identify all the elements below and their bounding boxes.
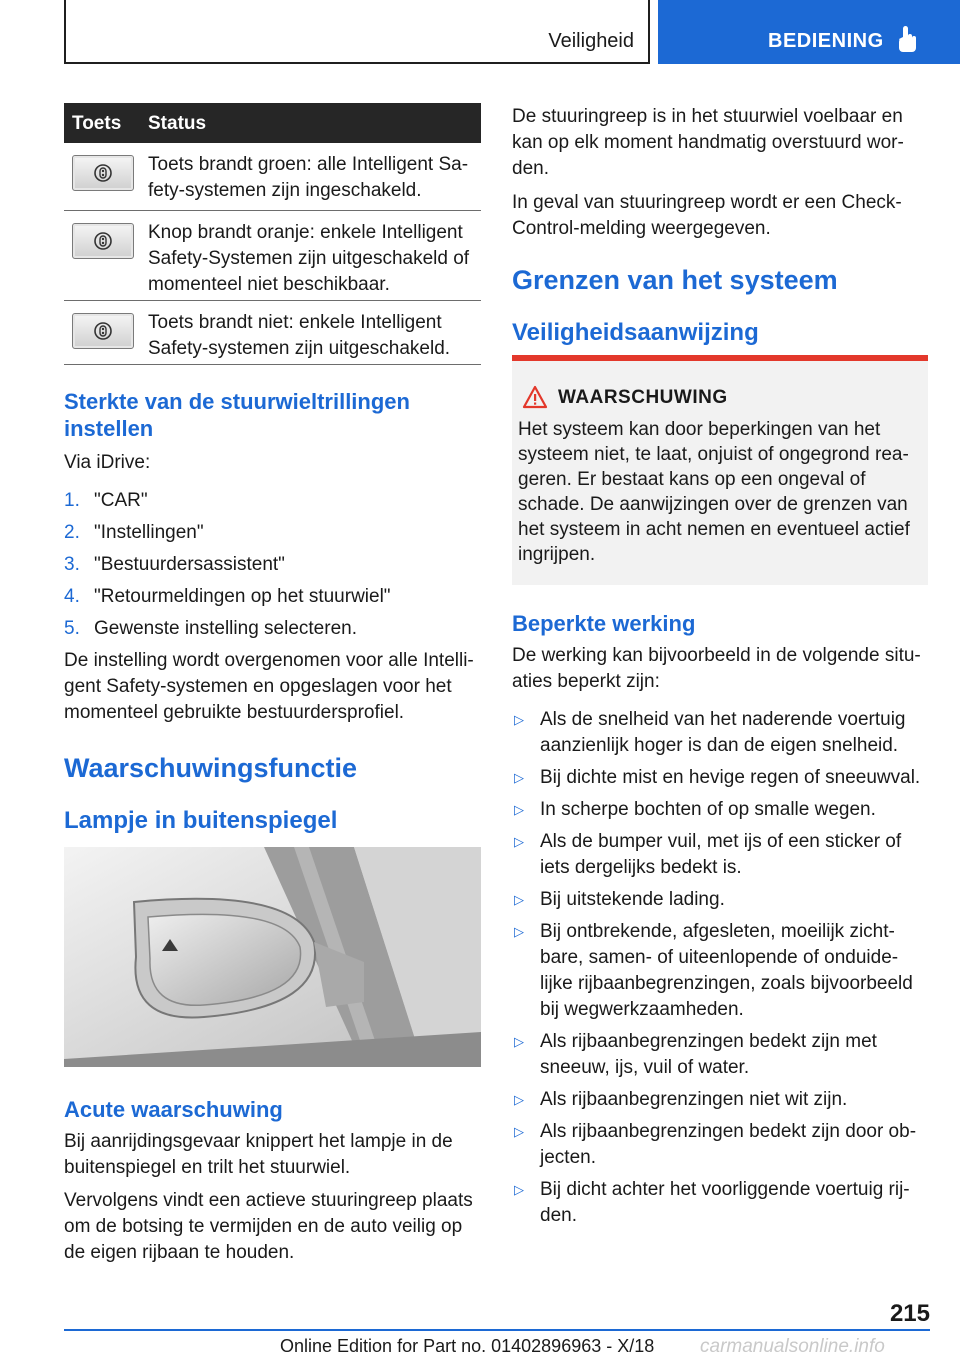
intelligent-safety-button-icon bbox=[72, 155, 134, 191]
list-item: 1. "CAR" bbox=[64, 490, 148, 511]
list-item: ▷ Als de snelheid van het naderende voertuig aanzienlijk hoger is dan de eigen snelheid. bbox=[514, 709, 906, 756]
header-chapter-tab[interactable] bbox=[658, 0, 960, 64]
list-item: ▷ Als rijbaanbegrenzingen bedekt zijn met sneeuw, ijs, vuil of water. bbox=[514, 1031, 877, 1078]
acute-heading: Acute waarschuwing bbox=[64, 1097, 283, 1122]
warning-box bbox=[512, 355, 928, 585]
list-item: ▷ Bij ontbrekende, afgesleten, moeilijk zicht-bare, samen- of uiteenlopende of onduide-lijke rijbaanbegrenzingen, zoals bijvoorbeeld bij wegwerkzaamheden. bbox=[514, 921, 913, 1020]
intelligent-safety-button-icon bbox=[72, 223, 134, 259]
table-row bbox=[64, 143, 481, 211]
warning-function-heading: Waarschuwingsfunctie bbox=[64, 753, 358, 783]
intelligent-safety-button-icon bbox=[72, 313, 134, 349]
table-cell-status: Knop brandt oranje: enkele Intelligent Safety-Systemen zijn uitgeschakeld of momenteel niet beschikbaar. bbox=[148, 222, 470, 295]
check-control-paragraph: In geval van stuuringreep wordt er een Check-Control-melding weergegeven. bbox=[512, 192, 902, 239]
vibration-intro: Via iDrive: bbox=[64, 452, 151, 473]
vibration-steps bbox=[64, 488, 481, 642]
list-item: 4. "Retourmeldingen op het stuurwiel" bbox=[64, 586, 391, 607]
status-table bbox=[64, 103, 481, 365]
list-item: ▷ Bij dicht achter het voorliggende voertuig rij-den. bbox=[514, 1179, 910, 1226]
steering-paragraph: De stuuringreep is in het stuurwiel voelbaar en kan op elk moment handmatig overstuurd wor-den. bbox=[512, 106, 904, 179]
vibration-note: De instelling wordt overgenomen voor alle Intelli-gent Safety-systemen en opgeslagen voor het momenteel gebruikte bestuurdersprofiel. bbox=[64, 650, 474, 723]
table-cell-status: Toets brandt groen: alle Intelligent Sa-fety-systemen zijn ingeschakeld. bbox=[148, 154, 469, 201]
table-row bbox=[64, 211, 481, 301]
warning-triangle-icon bbox=[522, 385, 548, 409]
list-item: ▷ Bij uitstekende lading. bbox=[514, 889, 725, 910]
list-item: ▷ In scherpe bochten of op smalle wegen. bbox=[514, 799, 876, 820]
restricted-section bbox=[512, 610, 930, 1235]
list-item: 2. "Instellingen" bbox=[64, 522, 204, 543]
acute-section bbox=[64, 1096, 481, 1266]
table-row bbox=[64, 301, 481, 365]
mirror-illustration bbox=[64, 847, 481, 1067]
header-section-box bbox=[64, 0, 650, 64]
table-header-status: Status bbox=[148, 113, 207, 134]
table-header bbox=[64, 103, 481, 143]
list-item: ▷ Als de bumper vuil, met ijs of een sticker of iets dergelijks bedekt is. bbox=[514, 831, 902, 878]
acute-p1: Bij aanrijdingsgevaar knippert het lampje in de buitenspiegel en trilt het stuurwiel. bbox=[64, 1131, 453, 1178]
limits-heading: Grenzen van het systeem bbox=[512, 265, 838, 295]
acute-p2: Vervolgens vindt een actieve stuuringreep plaats om de botsing te vermijden en de auto veilig op de eigen rijbaan te houden. bbox=[64, 1190, 473, 1263]
header-section-title: Veiligheid bbox=[548, 30, 634, 52]
left-column bbox=[64, 388, 481, 836]
table-header-key: Toets bbox=[72, 113, 122, 134]
restricted-list bbox=[512, 707, 930, 1229]
warning-title: WAARSCHUWING bbox=[558, 387, 728, 408]
list-item: 5. Gewenste instelling selecteren. bbox=[64, 618, 357, 639]
mirror-light-heading: Lampje in buitenspiegel bbox=[64, 807, 338, 834]
hand-pointer-icon bbox=[896, 24, 918, 54]
table-cell-status: Toets brandt niet: enkele Intelligent Safety-systemen zijn uitgeschakeld. bbox=[148, 312, 451, 359]
watermark: carmanualsonline.info bbox=[700, 1336, 885, 1357]
safety-heading: Veiligheidsaanwijzing bbox=[512, 319, 759, 346]
list-item: ▷ Als rijbaanbegrenzingen niet wit zijn. bbox=[514, 1089, 848, 1110]
header-chapter-label: BEDIENING bbox=[768, 30, 884, 52]
restricted-heading: Beperkte werking bbox=[512, 611, 696, 636]
list-item: ▷ Als rijbaanbegrenzingen bedekt zijn door ob-jecten. bbox=[514, 1121, 917, 1168]
right-column-top bbox=[512, 104, 928, 348]
footer-edition: Online Edition for Part no. 01402896963 - X/18 bbox=[280, 1336, 655, 1356]
footer-rule bbox=[64, 1329, 930, 1331]
list-item: 3. "Bestuurdersassistent" bbox=[64, 554, 285, 575]
list-item: ▷ Bij dichte mist en hevige regen of sneeuwval. bbox=[514, 767, 921, 788]
vibration-heading: Sterkte van de stuurwieltrillingen instellen bbox=[64, 389, 410, 441]
restricted-intro: De werking kan bijvoorbeeld in de volgende situ-aties beperkt zijn: bbox=[512, 645, 921, 692]
page-number: 215 bbox=[889, 1300, 930, 1327]
warning-body: Het systeem kan door beperkingen van het systeem niet, te laat, onjuist of ongegrond rea-geren. Er bestaat kans op een ongeval of schade. De aanwijzingen over de grenzen van het systeem in acht nemen en eventueel actief ingrijpen. bbox=[518, 419, 910, 565]
